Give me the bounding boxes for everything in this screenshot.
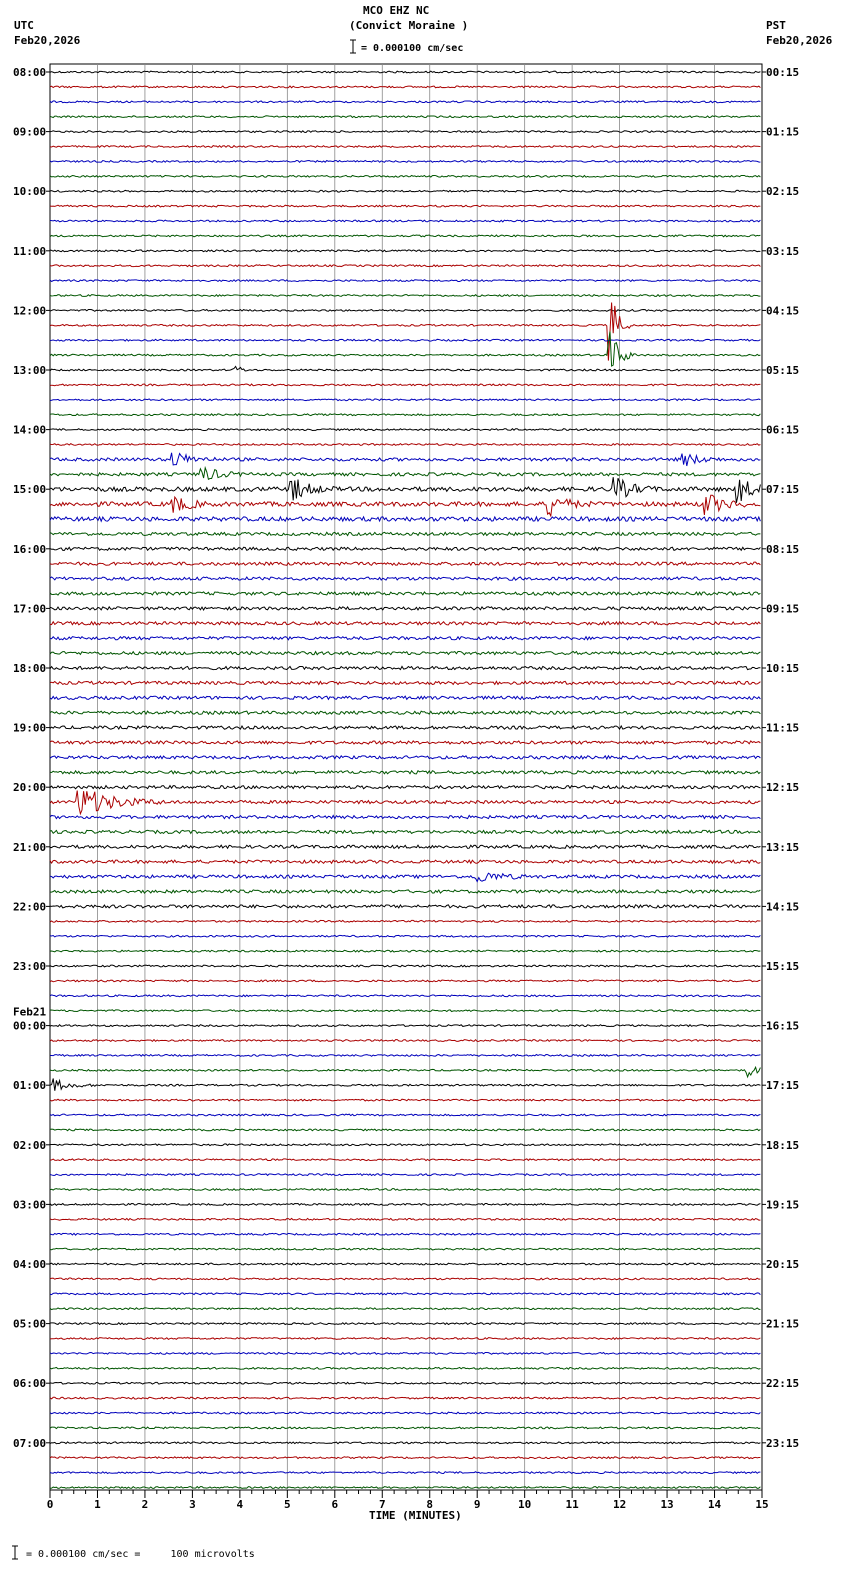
x-tick-label: 4 xyxy=(236,1498,244,1511)
right-time-label: 13:15 xyxy=(766,840,800,854)
trace-line xyxy=(50,190,760,192)
x-tick-label: 7 xyxy=(378,1498,386,1511)
footer-scale-note: = 0.000100 cm/sec = 100 microvolts xyxy=(26,1549,255,1560)
x-tick-label: 1 xyxy=(94,1498,101,1511)
scale-bar-icon xyxy=(350,40,356,53)
trace-line xyxy=(50,1174,760,1176)
left-time-label: 04:00 xyxy=(13,1258,47,1271)
trace-line xyxy=(50,1144,760,1146)
x-tick-label: 15 xyxy=(755,1498,769,1511)
right-time-label: 03:15 xyxy=(766,244,800,258)
trace-line xyxy=(50,235,760,237)
trace-line xyxy=(50,444,760,446)
trace-line xyxy=(50,607,760,610)
date-change-label: Feb21 xyxy=(13,1005,47,1019)
trace-line xyxy=(50,547,760,550)
trace-line xyxy=(50,205,760,207)
right-time-label: 12:15 xyxy=(766,781,800,795)
x-tick-label: 2 xyxy=(141,1498,149,1511)
trace-line xyxy=(50,131,760,133)
trace-line xyxy=(50,453,760,466)
trace-line xyxy=(50,1040,760,1042)
trace-line xyxy=(50,965,760,967)
right-time-label: 04:15 xyxy=(766,304,800,318)
right-time-label: 17:15 xyxy=(766,1079,800,1093)
trace-line xyxy=(50,280,760,282)
left-time-label: 18:00 xyxy=(13,662,47,675)
left-time-label: 06:00 xyxy=(13,1377,47,1391)
trace-line xyxy=(50,950,760,952)
x-tick-label: 12 xyxy=(612,1498,627,1511)
right-time-label: 10:15 xyxy=(766,662,800,675)
trace-line xyxy=(50,786,760,789)
plot-frame xyxy=(50,64,762,1490)
right-time-label: 00:15 xyxy=(766,66,800,79)
left-time-label: 21:00 xyxy=(13,840,47,854)
left-time-label: 22:00 xyxy=(13,900,47,914)
right-time-label: 11:15 xyxy=(766,721,800,735)
trace-line xyxy=(50,339,760,341)
trace-line xyxy=(50,429,760,431)
x-tick-label: 9 xyxy=(473,1498,481,1511)
x-tick-label: 8 xyxy=(426,1498,434,1511)
trace-line xyxy=(50,517,760,521)
left-time-label: 05:00 xyxy=(13,1317,47,1331)
trace-line xyxy=(50,890,760,893)
trace-line xyxy=(50,1412,760,1414)
trace-line xyxy=(50,1353,760,1355)
x-tick-label: 13 xyxy=(660,1498,674,1511)
left-time-label: 07:00 xyxy=(13,1436,47,1450)
right-time-label: 08:15 xyxy=(766,542,800,556)
scale-label: = 0.000100 cm/sec xyxy=(361,43,464,54)
trace-line xyxy=(50,220,760,222)
trace-line xyxy=(50,1397,760,1399)
trace-line xyxy=(50,468,760,479)
trace-line xyxy=(50,1099,760,1101)
trace-line xyxy=(50,366,760,371)
x-tick-label: 5 xyxy=(284,1498,291,1511)
trace-line xyxy=(50,756,760,759)
right-time-label: 07:15 xyxy=(766,483,800,497)
pst-date: Feb20,2026 xyxy=(766,34,833,47)
trace-line xyxy=(50,399,760,401)
left-time-label: 14:00 xyxy=(13,423,47,437)
x-tick-label: 0 xyxy=(46,1498,54,1511)
trace-line xyxy=(50,1367,760,1369)
trace-line xyxy=(50,1263,760,1265)
trace-line xyxy=(50,1055,760,1057)
left-time-label: 17:00 xyxy=(13,602,47,616)
trace-line xyxy=(50,726,760,729)
trace-line xyxy=(50,1308,760,1310)
trace-line xyxy=(50,532,760,535)
trace-line xyxy=(50,1323,760,1325)
trace-line xyxy=(50,1010,760,1012)
trace-line xyxy=(50,980,760,982)
left-time-label: 02:00 xyxy=(13,1138,47,1152)
trace-line xyxy=(50,495,760,516)
trace-line xyxy=(50,1472,760,1474)
trace-line xyxy=(50,331,760,366)
right-time-label: 02:15 xyxy=(766,185,800,199)
trace-line xyxy=(50,1442,760,1444)
trace-line xyxy=(50,414,760,416)
trace-line xyxy=(50,1067,760,1077)
trace-line xyxy=(50,1457,760,1459)
trace-line xyxy=(50,905,760,908)
trace-line xyxy=(50,1278,760,1280)
trace-line xyxy=(50,935,760,937)
trace-line xyxy=(50,384,760,386)
trace-line xyxy=(50,1189,760,1191)
trace-line xyxy=(50,791,760,814)
trace-line xyxy=(50,1204,760,1206)
utc-date: Feb20,2026 xyxy=(14,34,81,47)
trace-line xyxy=(50,86,760,88)
station-location: (Convict Moraine ) xyxy=(349,19,469,32)
trace-line xyxy=(50,666,760,669)
trace-line xyxy=(50,681,760,684)
right-time-label: 20:15 xyxy=(766,1258,800,1271)
trace-line xyxy=(50,741,760,744)
trace-line xyxy=(50,1487,760,1489)
trace-line xyxy=(50,815,760,818)
right-time-label: 14:15 xyxy=(766,900,800,914)
right-time-label: 22:15 xyxy=(766,1377,800,1391)
trace-line xyxy=(50,146,760,148)
trace-line xyxy=(50,995,760,997)
trace-line xyxy=(50,652,760,655)
trace-line xyxy=(50,295,760,297)
trace-line xyxy=(50,873,760,881)
trace-line xyxy=(50,1427,760,1429)
trace-line xyxy=(50,1233,760,1235)
trace-line xyxy=(50,1338,760,1340)
trace-line xyxy=(50,830,760,833)
right-time-label: 15:15 xyxy=(766,960,800,973)
right-time-label: 23:15 xyxy=(766,1436,800,1450)
right-time-label: 05:15 xyxy=(766,364,800,377)
x-tick-label: 6 xyxy=(331,1498,339,1511)
station-title: MCO EHZ NC xyxy=(363,4,430,17)
trace-line xyxy=(50,1114,760,1116)
trace-line xyxy=(50,1218,760,1220)
left-time-label: 11:00 xyxy=(13,244,47,258)
trace-line xyxy=(50,1293,760,1295)
trace-line xyxy=(50,1382,760,1384)
x-tick-label: 10 xyxy=(518,1498,532,1511)
left-time-label: 12:00 xyxy=(13,304,47,318)
x-tick-label: 11 xyxy=(565,1498,579,1511)
trace-line xyxy=(50,1248,760,1250)
trace-line xyxy=(50,116,760,118)
trace-line xyxy=(50,577,760,580)
left-time-label: 03:00 xyxy=(13,1198,47,1212)
left-time-label: 10:00 xyxy=(13,185,47,199)
trace-line xyxy=(50,1079,760,1091)
right-time-label: 16:15 xyxy=(766,1019,800,1033)
right-time-label: 19:15 xyxy=(766,1198,800,1212)
left-time-label: 16:00 xyxy=(13,542,47,556)
trace-line xyxy=(50,250,760,252)
right-time-label: 18:15 xyxy=(766,1138,800,1152)
trace-line xyxy=(50,477,760,503)
left-time-label: 00:00 xyxy=(13,1019,47,1033)
footer-scale-bar-icon xyxy=(12,1546,18,1559)
left-time-label: 23:00 xyxy=(13,960,47,973)
right-time-label: 21:15 xyxy=(766,1317,800,1331)
trace-line xyxy=(50,637,760,640)
trace-line xyxy=(50,711,760,714)
left-time-label: 19:00 xyxy=(13,721,47,735)
utc-label: UTC xyxy=(14,19,34,32)
x-tick-label: 3 xyxy=(189,1498,196,1511)
left-time-label: 01:00 xyxy=(13,1079,47,1093)
trace-line xyxy=(50,101,760,103)
trace-line xyxy=(50,265,760,267)
trace-line xyxy=(50,920,760,922)
left-time-label: 13:00 xyxy=(13,364,47,377)
left-time-label: 20:00 xyxy=(13,781,47,795)
trace-line xyxy=(50,175,760,177)
trace-line xyxy=(50,592,760,595)
trace-line xyxy=(50,860,760,863)
x-axis-label: TIME (MINUTES) xyxy=(369,1509,462,1522)
trace-line xyxy=(50,310,760,312)
left-time-label: 15:00 xyxy=(13,483,47,497)
trace-line xyxy=(50,1025,760,1027)
trace-line xyxy=(50,622,760,625)
right-time-label: 09:15 xyxy=(766,602,800,616)
right-time-label: 06:15 xyxy=(766,423,800,437)
right-time-label: 01:15 xyxy=(766,125,800,139)
x-tick-label: 14 xyxy=(707,1498,722,1511)
trace-line xyxy=(50,1129,760,1131)
trace-line xyxy=(50,562,760,565)
trace-line xyxy=(50,771,760,774)
trace-line xyxy=(50,845,760,848)
trace-line xyxy=(50,696,760,699)
left-time-label: 08:00 xyxy=(13,66,47,79)
trace-line xyxy=(50,71,760,73)
trace-line xyxy=(50,161,760,163)
pst-label: PST xyxy=(766,19,786,32)
left-time-label: 09:00 xyxy=(13,125,47,139)
trace-line xyxy=(50,1159,760,1161)
